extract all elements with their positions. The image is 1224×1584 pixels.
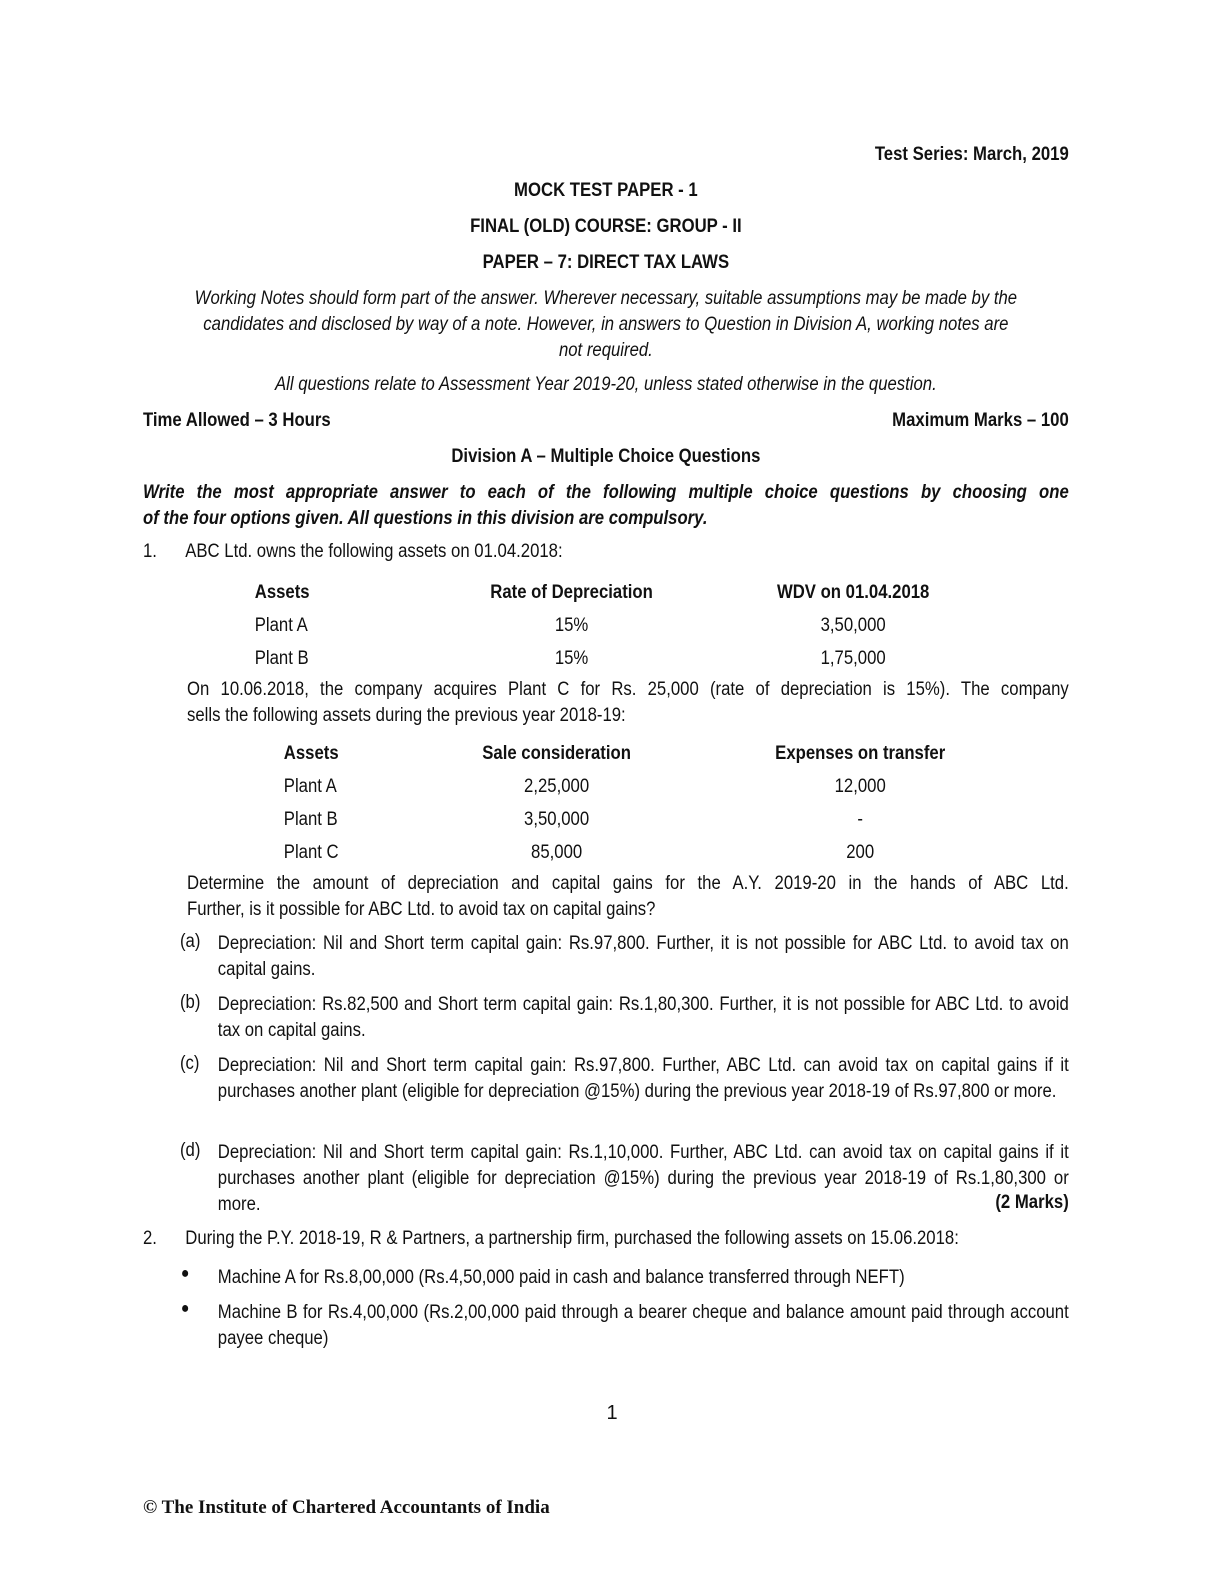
table-cell: 1,75,000 xyxy=(820,647,886,669)
assets-sale-table xyxy=(284,737,1023,869)
division-title: Division A – Multiple Choice Questions xyxy=(451,446,761,467)
table-cell: 15% xyxy=(554,614,589,636)
question-1-marks: (2 Marks) xyxy=(995,1192,1069,1213)
paragraph-line: Further, is it possible for ABC Ltd. to avoid tax on capital gains? xyxy=(187,899,656,920)
time-allowed: Time Allowed – 3 Hours xyxy=(143,410,331,431)
table-header-cell: Assets xyxy=(283,742,339,764)
question-number: 2. xyxy=(143,1228,157,1249)
list-item xyxy=(143,1265,1069,1295)
table-cell: 2,25,000 xyxy=(524,775,590,797)
option-text: Depreciation: Nil and Short term capital gain: Rs.97,800. Further, it is not possible for ABC Ltd. to avoid tax on capital gains. xyxy=(217,933,1069,980)
question-1-intro-row xyxy=(143,541,1069,571)
note-line-3: not required. xyxy=(558,340,653,361)
table-cell: 12,000 xyxy=(834,775,886,797)
paragraph-line: On 10.06.2018, the company acquires Plant C for Rs. 25,000 (rate of depreciation is 15%). The company xyxy=(187,679,1069,700)
option-label: (d) xyxy=(179,1140,201,1161)
instruction-line-2: of the four options given. All questions in this division are compulsory. xyxy=(143,508,708,529)
table-cell: 3,50,000 xyxy=(820,614,886,636)
table-cell: Plant C xyxy=(283,841,339,863)
question-2-intro: During the P.Y. 2018-19, R & Partners, a partnership firm, purchased the following assets on 15.06.2018: xyxy=(185,1228,959,1249)
table-row xyxy=(255,609,994,642)
course-title: FINAL (OLD) COURSE: GROUP - II xyxy=(470,216,742,237)
table-cell: 15% xyxy=(554,647,589,669)
division-instruction xyxy=(143,480,1069,532)
table-header-cell: WDV on 01.04.2018 xyxy=(776,581,930,603)
table-cell: Plant B xyxy=(254,647,309,669)
table-cell: 85,000 xyxy=(531,841,583,863)
table-header-cell: Assets xyxy=(254,581,310,603)
page-number: 1 xyxy=(606,1402,618,1424)
bullet-icon: ● xyxy=(180,1300,190,1317)
option-label: (b) xyxy=(179,992,201,1013)
table-header-cell: Expenses on transfer xyxy=(775,742,946,764)
assessment-year-note: All questions relate to Assessment Year 2019-20, unless stated otherwise in the question. xyxy=(274,374,937,395)
time-marks-row xyxy=(143,410,1069,432)
option-c[interactable] xyxy=(143,1053,1069,1139)
option-label: (c) xyxy=(179,1053,200,1074)
paper-title: MOCK TEST PAPER - 1 xyxy=(514,180,698,201)
table-row xyxy=(284,836,1023,869)
list-item-text: Machine A for Rs.8,00,000 (Rs.4,50,000 paid in cash and balance transferred through NEFT) xyxy=(217,1267,905,1288)
option-text: Depreciation: Rs.82,500 and Short term capital gain: Rs.1,80,300. Further, it is not possible for ABC Ltd. to avoid tax on capital gains. xyxy=(217,994,1069,1041)
paragraph-line: Determine the amount of depreciation and capital gains for the A.Y. 2019-20 in the hands of ABC Ltd. xyxy=(187,873,1069,894)
table-header-cell: Sale consideration xyxy=(482,742,631,764)
option-text: Depreciation: Nil and Short term capital gain: Rs.1,10,000. Further, ABC Ltd. can avoid tax on capital gains if it purchases another plant (eligible for depreciation @15%) during the previous year 2018-19 of Rs.1,80,300 or more. xyxy=(217,1142,1069,1215)
table-header-cell: Rate of Depreciation xyxy=(490,581,653,603)
option-b[interactable] xyxy=(143,992,1069,1052)
note-line-1: Working Notes should form part of the answer. Wherever necessary, suitable assumptions may be made by the xyxy=(194,288,1018,309)
assets-wdv-table xyxy=(255,576,994,675)
paragraph-line: sells the following assets during the previous year 2018-19: xyxy=(187,705,626,726)
table-row xyxy=(255,642,994,675)
test-series-label: Test Series: March, 2019 xyxy=(874,144,1069,165)
document-body xyxy=(143,0,1069,1400)
table-cell: 200 xyxy=(846,841,875,863)
question-number: 1. xyxy=(143,541,157,562)
table-cell: - xyxy=(857,808,863,830)
working-notes-instruction xyxy=(143,286,1069,364)
list-item xyxy=(143,1300,1069,1360)
table-cell: Plant A xyxy=(283,775,337,797)
copyright-footer: © The Institute of Chartered Accountants of India xyxy=(143,1497,550,1518)
option-text: Depreciation: Nil and Short term capital gain: Rs.97,800. Further, ABC Ltd. can avoid tax on capital gains if it purchases another plant (eligible for depreciation @15%) during the previous year 2018-19 of Rs.97,800 or more. xyxy=(217,1055,1069,1102)
table-cell: 3,50,000 xyxy=(524,808,590,830)
table-header-row xyxy=(255,576,994,609)
table-row xyxy=(284,770,1023,803)
table-row xyxy=(284,803,1023,836)
table-header-row xyxy=(284,737,1023,770)
bullet-icon: ● xyxy=(180,1265,190,1282)
option-a[interactable] xyxy=(143,931,1069,991)
list-item-text: Machine B for Rs.4,00,000 (Rs.2,00,000 paid through a bearer cheque and balance amount paid through account payee cheque) xyxy=(217,1302,1069,1349)
paper-subject: PAPER – 7: DIRECT TAX LAWS xyxy=(482,252,730,273)
table-cell: Plant A xyxy=(254,614,308,636)
instruction-line-1: Write the most appropriate answer to each of the following multiple choice questions by choosing one xyxy=(143,482,1069,503)
table-cell: Plant B xyxy=(283,808,338,830)
option-label: (a) xyxy=(179,931,201,952)
plant-c-paragraph xyxy=(187,677,1069,729)
maximum-marks: Maximum Marks – 100 xyxy=(892,410,1069,431)
note-line-2: candidates and disclosed by way of a note. However, in answers to Question in Division A, working notes are xyxy=(203,314,1009,335)
question-1-intro: ABC Ltd. owns the following assets on 01.04.2018: xyxy=(185,541,563,562)
determine-paragraph xyxy=(187,871,1069,923)
question-2-intro-row xyxy=(143,1228,1069,1258)
